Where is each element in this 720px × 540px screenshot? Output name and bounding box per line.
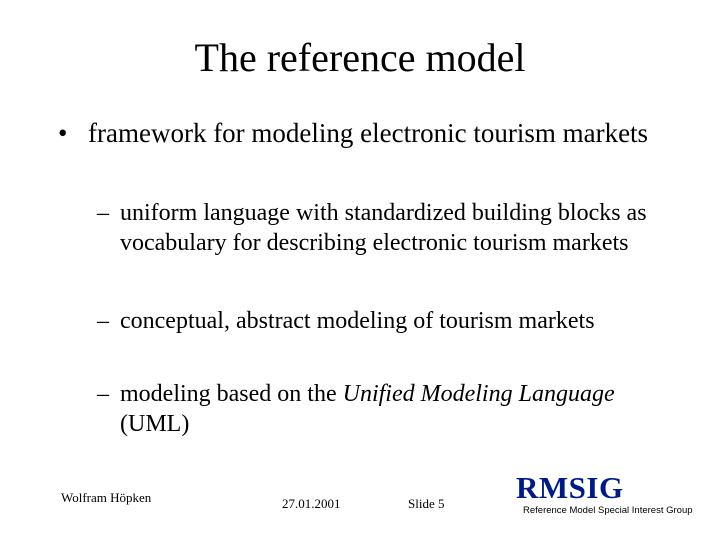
footer-date: 27.01.2001 bbox=[282, 496, 341, 511]
sub-bullet-2-text: conceptual, abstract modeling of tourism markets bbox=[120, 308, 595, 334]
dash-mark: – bbox=[97, 381, 109, 407]
slide-title: The reference model bbox=[194, 35, 526, 80]
footer-slide-number: Slide 5 bbox=[408, 496, 445, 511]
sub-bullet-3-text bbox=[97, 379, 657, 439]
bullet-mark: • bbox=[58, 118, 68, 148]
sub-bullet-1-text: uniform language with standardized building blocks as vocabulary for describing electronic tourism markets bbox=[120, 200, 647, 256]
dash-mark: – bbox=[97, 308, 109, 334]
rmsig-logo: RMSIG bbox=[516, 470, 624, 505]
sub-bullet-2 bbox=[97, 306, 657, 336]
main-bullet-text: framework for modeling electronic tourism markets bbox=[88, 118, 649, 148]
sub-bullet-3-prefix: modeling based on the bbox=[120, 381, 343, 407]
sub-bullet-3-suffix: (UML) bbox=[120, 411, 190, 437]
rmsig-logo-subtitle: Reference Model Special Interest Group bbox=[523, 505, 693, 516]
sub-bullet-1 bbox=[97, 198, 657, 258]
footer-author: Wolfram Höpken bbox=[61, 490, 152, 505]
dash-mark: – bbox=[97, 200, 109, 226]
uml-term: Unified Modeling Language bbox=[342, 381, 615, 407]
sub-bullet-3 bbox=[97, 379, 657, 439]
main-bullet bbox=[58, 115, 678, 151]
